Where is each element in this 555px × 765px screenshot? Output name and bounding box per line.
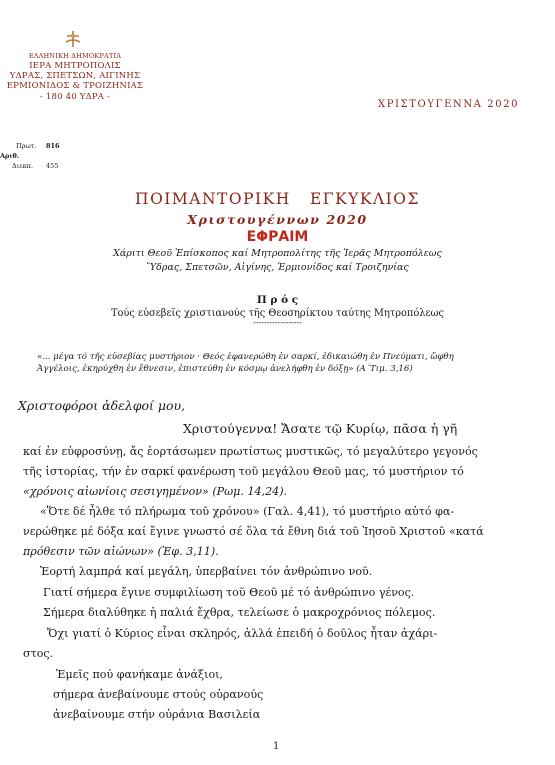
paragraph-line: καί ἐν εὐφροσύνῃ, ἄς ἑορτάσωμεν πρωτίστως μυστικῶς, τό μεγαλύτερο γεγονός [23,445,478,458]
paragraph-line: νερώθηκε μέ δόξα καί ἔγινε γνωστό σέ ὅλα τά ἔθνη διά τοῦ Ἰησοῦ Χριστοῦ «κατά [23,525,484,538]
paragraph-line: πρόθεσιν τῶν αἰώνων» (Ἐφ. 3,11). [23,545,219,558]
letterhead-line: ΙΕΡΑ ΜΗΤΡΟΠΟΛΙΣ [29,61,121,71]
paragraph-line: Χριστούγεννα! Ἄσατε τῷ Κυρίῳ, πᾶσα ἡ γῆ [183,421,458,436]
page-number: 1 [273,741,280,752]
epigraph-line: «... μέγα τό τῆς εὐσεβίας μυστήριον · Θεός ἐφανερώθη ἐν σαρκί, ἐδικαιώθη ἐν Πνεύματι, ὤφθη [37,352,454,362]
author-name: ΕΦΡΑΙΜ [246,229,309,245]
paragraph-line: Ὄχι γιατί ὁ Κύριος εἶναι σκληρός, ἀλλά ἐπειδή ὁ δοῦλος ἦταν ἀχάρι- [47,627,438,640]
divider: ------------------ [253,318,302,327]
verse-line: Ἐμεῖς πού φανήκαμε ἀνάξιοι, [56,668,224,681]
epigraph-line: Ἀγγέλοις, ἐκηρύχθη ἐν ἔθνεσιν, ἐπιστεύθη ἐν κόσμῳ ἀνελήφθη ἐν δόξῃ» (Α΄Τιμ. 3,16) [37,364,413,374]
diekp-label: Διεκπ. [12,162,34,170]
paragraph-line: Γιατί σήμερα ἔγινε συμφιλίωση τοῦ Θεοῦ μέ τό ἀνθρώπινο γένος. [43,586,415,599]
author-title-line: Ὕδρας, Σπετσῶν, Αἰγίνης, Ἑρμιονίδος καί Τροιζηνίας [146,262,409,273]
date-heading: ΧΡΙΣΤΟΥΓΕΝΝΑ 2020 [378,99,520,110]
prot-label: Πρωτ. [16,142,37,150]
verse-line: ἀνεβαίνουμε στήν οὐράνια Βασιλεία [53,708,261,721]
paragraph-line: «χρόνοις αἰωνίοις σεσιγημένον» (Ρωμ. 14,24). [23,485,288,498]
author-title-line: Χάριτι Θεοῦ Ἐπίσκοπος καί Μητροπολίτης τῆς Ἱερᾶς Μητροπόλεως [113,248,442,259]
paragraph-line: Ἑορτή λαμπρά καί μεγάλη, ὑπερβαίνει τόν ἀνθρώπινο νοῦ. [40,565,373,578]
paragraph-line: Σήμερα διαλύθηκε ἡ παλιά ἔχθρα, τελείωσε ὁ μακροχρόνιος πόλεμος. [43,606,436,619]
paragraph-line: «Ὅτε δέ ἦλθε τό πλήρωμα τοῦ χρόνου» (Γαλ. 4,41), τό μυστήριο αὐτό φα- [40,505,455,518]
page-title: ΠΟΙΜΑΝΤΟΡΙΚΗ ΕΓΚΥΚΛΙΟΣ [135,190,420,208]
church-emblem-icon [64,30,82,48]
letterhead-line: ΕΡΜΙΟΝΙΔΟΣ & ΤΡΟΙΖΗΝΙΑΣ [6,81,144,91]
subtitle: Χριστουγέννων 2020 [187,212,368,227]
diekp-value: 455 [46,162,59,170]
arith-label: Αριθ. [0,152,20,160]
letterhead-line: ΥΔΡΑΣ, ΣΠΕΤΣΩΝ, ΑΙΓΙΝΗΣ [9,71,141,81]
recipients: Τούς εὐσεβεῖς χριστιανούς τῆς Θεοσηρίκτου ταύτης Μητροπόλεως [111,308,444,319]
pros-heading: Π ρ ό ς [256,294,299,306]
verse-line: σήμερα ἀνεβαίνουμε στούς οὐρανούς [53,688,264,701]
paragraph-line: στος. [23,647,54,660]
letterhead-line: - 180 40 ΥΔΡΑ - [39,92,111,102]
letterhead-line: ΕΛΛΗΝΙΚΗ ΔΗΜΟΚΡΑΤΙΑ [28,52,122,60]
salutation: Χριστοφόροι ἀδελφοί μου, [18,398,186,413]
paragraph-line: τῆς ἱστορίας, τήν ἐν σαρκί φανέρωση τοῦ μεγάλου Θεοῦ μας, τό μυστήριον τό [23,465,464,478]
prot-value: 816 [46,142,60,150]
